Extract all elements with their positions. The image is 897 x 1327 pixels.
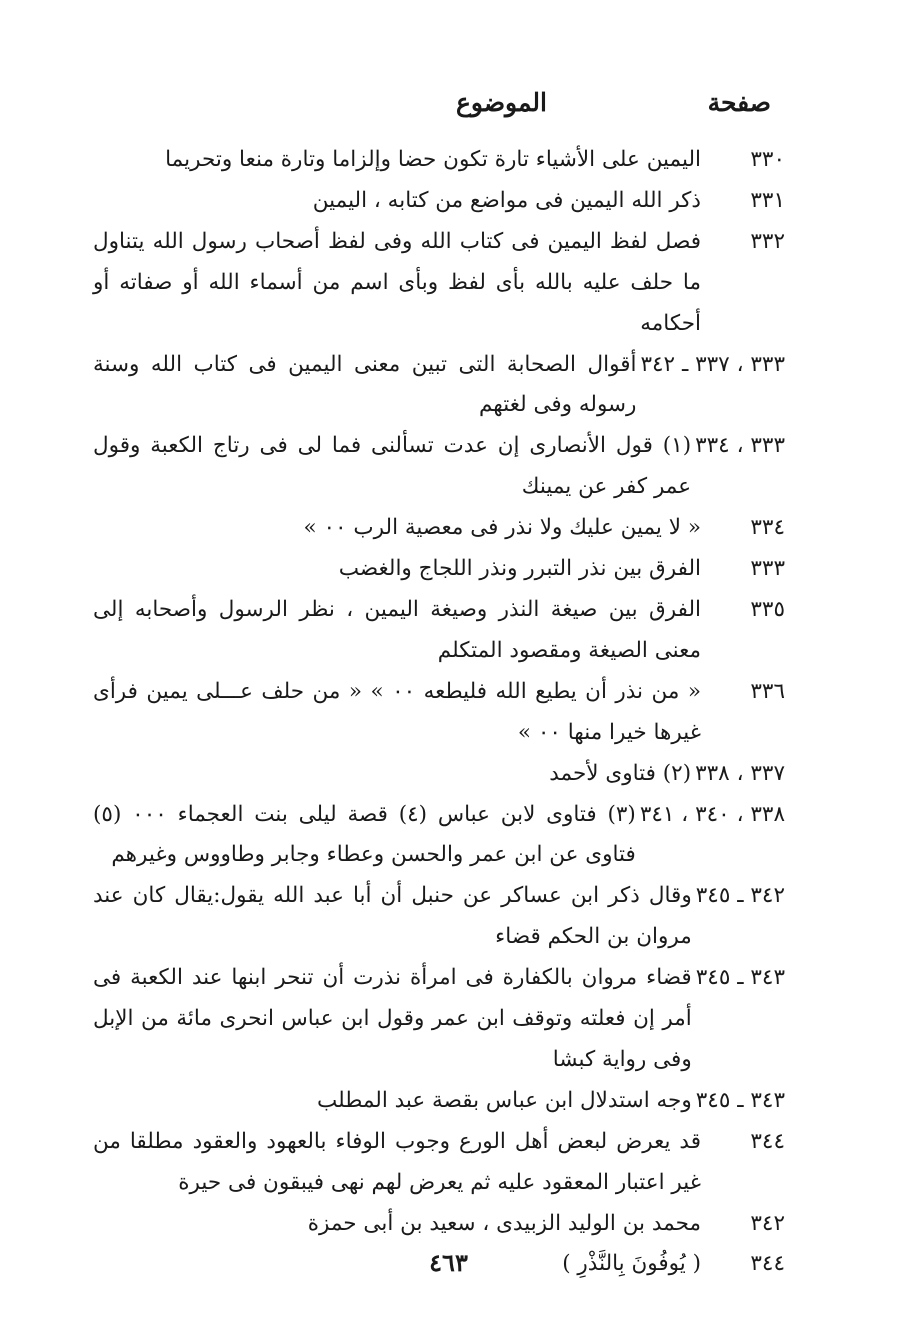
entry-pages: ٣٤٢	[750, 1210, 785, 1236]
entry-text: قضاء مروان بالكفارة فى امرأة نذرت أن تنحر ابنها عند الكعبة فى أمر إن فعلته وتوقف ابن عمر وقول ابن عباس انحرى مائة من الإبل وفى رواية كبشا	[93, 965, 692, 1072]
entry-pages: ٣٣٣ ، ٣٣٧ ـ ٣٤٢	[640, 351, 785, 377]
entry-text: الفرق بين نذر التبرر ونذر اللجاج والغضب	[338, 556, 701, 582]
index-entry	[93, 345, 785, 427]
index-entry	[93, 590, 785, 672]
index-entry	[93, 795, 785, 877]
entry-pages: ٣٤٣ ـ ٣٤٥	[695, 1087, 785, 1113]
entry-text: الفرق بين صيغة النذر وصيغة اليمين ، نظر الرسول وأصحابه إلى معنى الصيغة ومقصود المتكلم	[93, 596, 701, 663]
topic-column-header: الموضوع	[456, 88, 547, 117]
page-column-header: صفحة	[707, 88, 771, 117]
entry-text: « من نذر أن يطيع الله فليطعه ٠٠ » « من حلف عـــلى يمين فرأى غيرها خيرا منها ٠٠ »	[93, 678, 701, 745]
index-entry	[93, 1081, 785, 1122]
index-list	[93, 140, 785, 1285]
entry-text: (٣) فتاوى لابن عباس (٤) قصة ليلى بنت العجماء ٠٠٠ (٥) فتاوى عن ابن عمر والحسن وعطاء وجابر وطاووس وغيرهم	[93, 801, 636, 868]
index-entry	[93, 876, 785, 958]
entry-text: (١) قول الأنصارى إن عدت تسألنى فما لى فى رتاج الكعبة وقول عمر كفر عن يمينك	[93, 433, 692, 500]
entry-pages: ٣٣٥	[750, 596, 785, 622]
entry-pages: ٣٤٤	[750, 1251, 785, 1277]
entry-text: ذكر الله اليمين فى مواضع من كتابه ، اليمين	[312, 187, 701, 213]
entry-text: « لا يمين عليك ولا نذر فى معصية الرب ٠٠ »	[303, 515, 701, 541]
entry-text: اليمين على الأشياء تارة تكون حضا وإلزاما وتارة منعا وتحريما	[165, 147, 701, 172]
page-number: ٤٦٣	[429, 1248, 468, 1277]
index-entry	[93, 140, 785, 181]
entry-pages: ٣٣٨ ، ٣٤٠ ، ٣٤١	[639, 801, 785, 827]
index-entry	[93, 754, 785, 795]
entry-text: وجه استدلال ابن عباس بقصة عبد المطلب	[316, 1087, 692, 1113]
index-entry	[93, 508, 785, 549]
entry-pages: ٣٣٣	[750, 556, 785, 582]
entry-pages: ٣٣٣ ، ٣٣٤	[695, 433, 785, 459]
index-entry	[93, 958, 785, 1081]
entry-text: قد يعرض لبعض أهل الورع وجوب الوفاء بالعهود والعقود مطلقا من غير اعتبار المعقود عليه ثم يعرض لهم نهى فيبقون فى حيرة	[93, 1128, 701, 1195]
index-entry	[93, 549, 785, 590]
index-entry	[93, 1122, 785, 1204]
entry-pages: ٣٣١	[750, 187, 785, 213]
index-entry	[93, 426, 785, 508]
entry-pages: ٣٣٠	[750, 147, 785, 172]
entry-text: ( يُوفُونَ بِالنَّذْرِ )	[562, 1251, 701, 1277]
index-entry	[93, 181, 785, 222]
entry-pages: ٣٣٢	[750, 228, 785, 254]
entry-pages: ٣٤٤	[750, 1128, 785, 1154]
entry-pages: ٣٣٤	[750, 515, 785, 541]
entry-text: محمد بن الوليد الزبيدى ، سعيد بن أبى حمزة	[307, 1210, 701, 1236]
entry-pages: ٣٤٣ ـ ٣٤٥	[695, 965, 785, 991]
entry-pages: ٣٣٦	[750, 678, 785, 704]
entry-text: وقال ذكر ابن عساكر عن حنبل أن أبا عبد الله يقول:يقال كان عند مروان بن الحكم قضاء	[93, 883, 692, 950]
entry-text: فصل لفظ اليمين فى كتاب الله وفى لفظ أصحاب رسول الله يتناول ما حلف عليه بالله بأى لفظ وبأى اسم من أسماء الله أو صفاته أو أحكامه	[93, 228, 701, 336]
index-entry	[93, 1204, 785, 1245]
entry-pages: ٣٣٧ ، ٣٣٨	[695, 760, 785, 786]
entry-pages: ٣٤٢ ـ ٣٤٥	[695, 883, 785, 909]
index-entry	[93, 222, 785, 345]
entry-text: أقوال الصحابة التى تبين معنى اليمين فى كتاب الله وسنة رسوله وفى لغتهم	[93, 351, 637, 418]
entry-text: (٢) فتاوى لأحمد	[549, 760, 692, 786]
index-entry	[93, 672, 785, 754]
